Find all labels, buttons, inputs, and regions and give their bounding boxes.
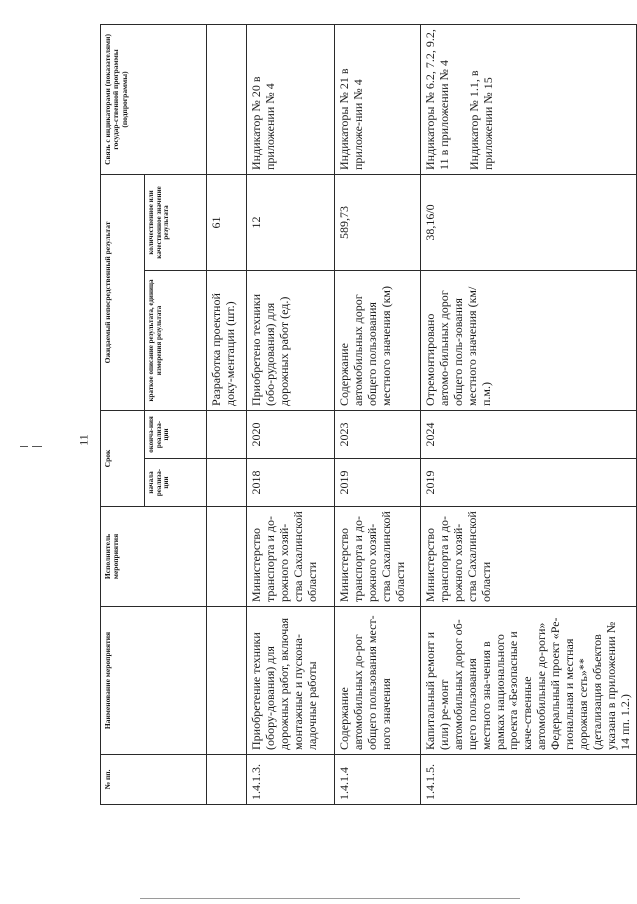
header-row-1	[101, 24, 145, 804]
table-row	[247, 24, 335, 804]
header-num: № пп.	[101, 755, 207, 805]
header-expected: Ожидаемый непосредственный результат	[101, 174, 145, 410]
cell-link-gap	[452, 29, 468, 170]
cell-desc: Разработка проектной доку-ментации (шт.)	[207, 270, 247, 410]
cell-executor: Министерство транспорта и до-рожного хозяй-ства Сахалинской области	[335, 507, 421, 607]
header-term: Срок	[101, 410, 145, 506]
cell-desc: Приобретено техники (обо-рудования) для дорожных работ (ед.)	[247, 270, 335, 410]
header-link: Связь с индикаторами (показателями) государ-ственной программы (подпрограммы)	[101, 24, 207, 174]
header-term-start: начала реализа-ции	[145, 459, 207, 507]
rotated-table-wrapper	[100, 25, 632, 805]
cell-name: Приобретение техники (обору-дования) для дорожных работ, включая монтажные и пускона-ладочные работы	[247, 607, 335, 755]
header-term-end: оконча-ния реализа-ции	[145, 410, 207, 458]
table-row	[335, 24, 421, 804]
cell-desc: Отремонтировано автомо-бильных дорог общего поль-зования местного значения (км/п.м.)	[421, 270, 637, 410]
cell-name: Капитальный ремонт и (или) ре-монт автомобильных дорог об-щего пользования местного зна-чения в рамках национального проекта «Безопасные и каче-ственные автомобильные до-роги» Федеральный проект «Ре-гиональная и местная дорожная сеть»** (детализация объектов указана в приложении № 14 пп. 1.2.)	[421, 607, 637, 755]
cell-end	[207, 410, 247, 458]
activities-table	[100, 24, 637, 805]
cell-link	[421, 24, 637, 174]
cell-value: 589,73	[335, 174, 421, 270]
cell-num: 1.4.1.4	[335, 755, 421, 805]
scan-mark	[32, 446, 42, 447]
cell-link	[207, 24, 247, 174]
cell-start	[207, 459, 247, 507]
scan-mark	[140, 898, 520, 899]
cell-num: 1.4.1.3.	[247, 755, 335, 805]
cell-start: 2019	[335, 459, 421, 507]
cell-link-primary: Индикаторы № 6.2, 7.2, 9.2, 11 в приложении № 4	[423, 29, 451, 170]
rotated-table-area	[100, 25, 632, 805]
header-name: Наименование мероприятия	[101, 607, 207, 755]
cell-end: 2023	[335, 410, 421, 458]
cell-num	[207, 755, 247, 805]
table-row	[207, 24, 247, 804]
cell-value: 61	[207, 174, 247, 270]
cell-num: 1.4.1.5.	[421, 755, 637, 805]
header-expected-desc: краткое описание результата, единица измерения результата	[145, 270, 207, 410]
cell-start: 2019	[421, 459, 637, 507]
cell-value: 38,16/0	[421, 174, 637, 270]
scan-mark	[20, 446, 28, 447]
cell-start: 2018	[247, 459, 335, 507]
cell-link-secondary: Индикатор № 1.1, в приложении № 15	[466, 70, 495, 170]
page-number: 11	[76, 434, 91, 446]
cell-name	[207, 607, 247, 755]
cell-end: 2020	[247, 410, 335, 458]
cell-name: Содержание автомобильных до-рог общего пользования мест-ного значения	[335, 607, 421, 755]
cell-value: 12	[247, 174, 335, 270]
cell-executor: Министерство транспорта и до-рожного хозяй-ства Сахалинской области	[421, 507, 637, 607]
cell-end: 2024	[421, 410, 637, 458]
cell-executor	[207, 507, 247, 607]
table-row	[421, 24, 637, 804]
header-expected-value: количественное или качественное значение результата	[145, 174, 207, 270]
cell-link: Индикатор № 20 в приложении № 4	[247, 24, 335, 174]
header-executor: Исполнитель мероприятия	[101, 507, 207, 607]
cell-desc: Содержание автомобильных дорог общего пользования местного значения (км)	[335, 270, 421, 410]
cell-executor: Министерство транспорта и до-рожного хозяй-ства Сахалинской области	[247, 507, 335, 607]
cell-link: Индикаторы № 21 в приложе-нии № 4	[335, 24, 421, 174]
